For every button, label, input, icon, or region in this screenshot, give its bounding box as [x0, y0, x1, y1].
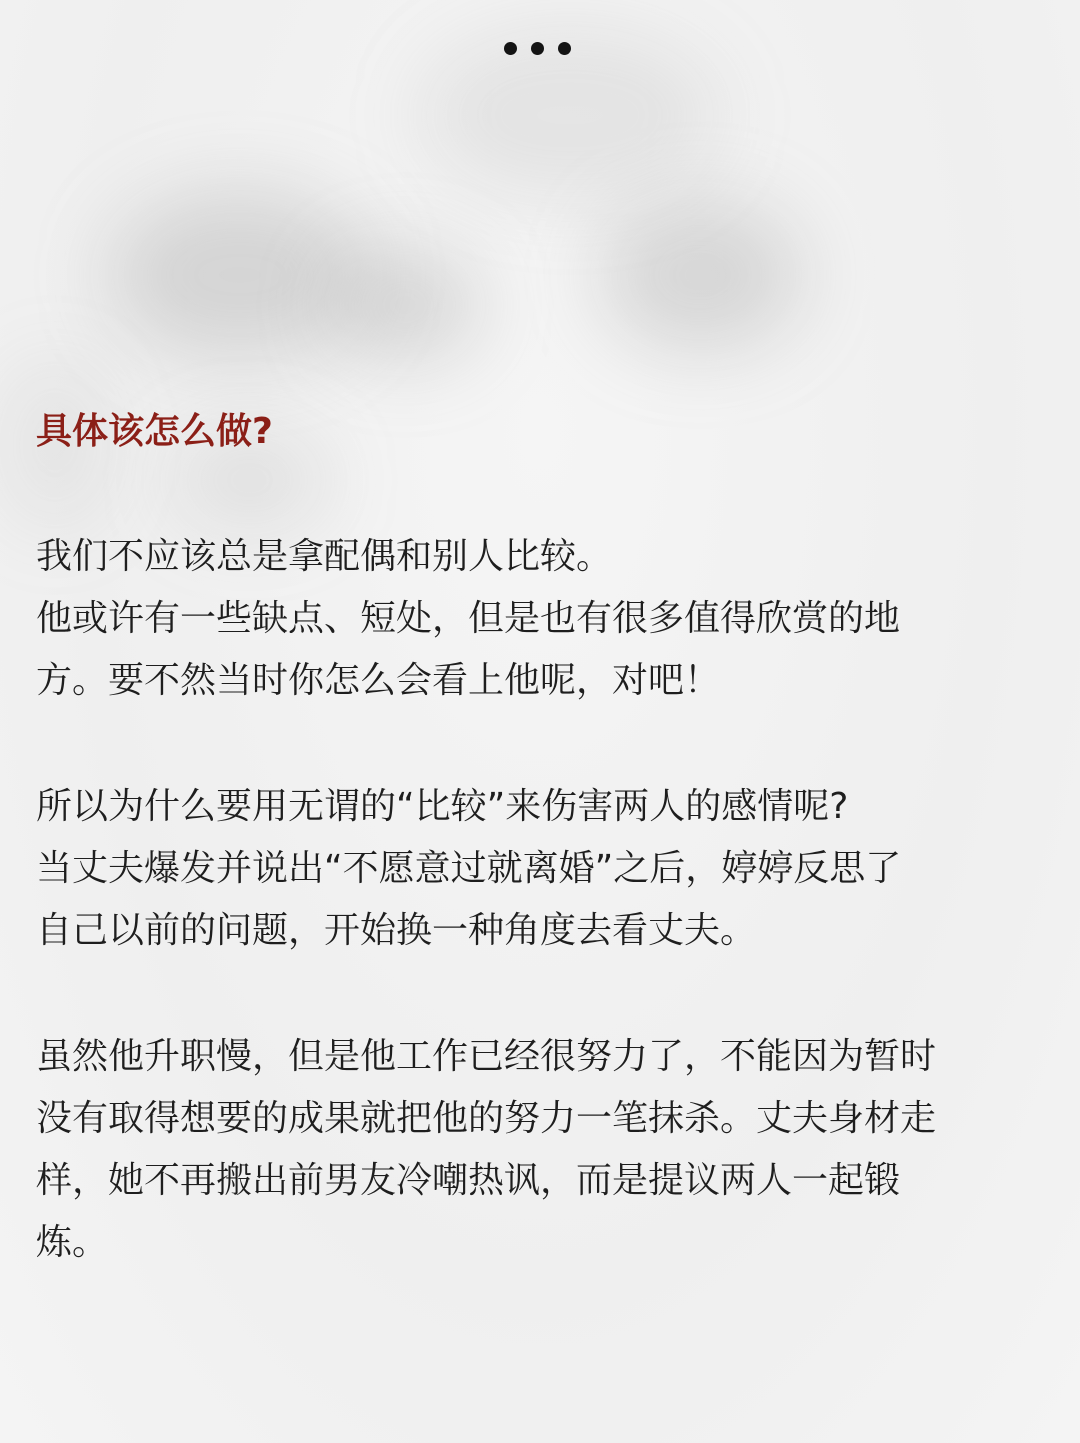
text-line: 我们不应该总是拿配偶和别人比较。	[36, 536, 613, 577]
text-line: 样，她不再搬出前男友冷嘲热讽，而是提议两人一起锻	[36, 1160, 901, 1201]
blur-shape	[600, 200, 800, 350]
text-line: 方。要不然当时你怎么会看上他呢，对吧！	[36, 660, 721, 701]
blur-shape	[110, 190, 370, 360]
text-line: 当丈夫爆发并说出“不愿意过就离婚”之后，婷婷反思了	[36, 848, 902, 889]
dot	[504, 42, 517, 55]
paragraph	[36, 776, 1046, 962]
section-heading: 具体该怎么做?	[36, 411, 273, 452]
text-line: 所以为什么要用无谓的“比较”来伤害两人的感情呢?	[36, 786, 849, 827]
text-line: 炼。	[36, 1222, 109, 1263]
dot	[558, 42, 571, 55]
blur-shape	[420, 30, 720, 200]
dot	[531, 42, 544, 55]
text-line: 没有取得想要的成果就把他的努力一笔抹杀。丈夫身材走	[36, 1098, 937, 1139]
text-line: 他或许有一些缺点、短处，但是也有很多值得欣赏的地	[36, 598, 901, 639]
text-line: 虽然他升职慢，但是他工作已经很努力了，不能因为暂时	[36, 1036, 937, 1077]
blur-shape	[330, 250, 480, 360]
text-line: 自己以前的问题，开始换一种角度去看丈夫。	[36, 910, 757, 951]
paragraph	[36, 1026, 1046, 1274]
paragraph	[36, 526, 1046, 712]
more-dots-icon[interactable]	[504, 42, 571, 55]
